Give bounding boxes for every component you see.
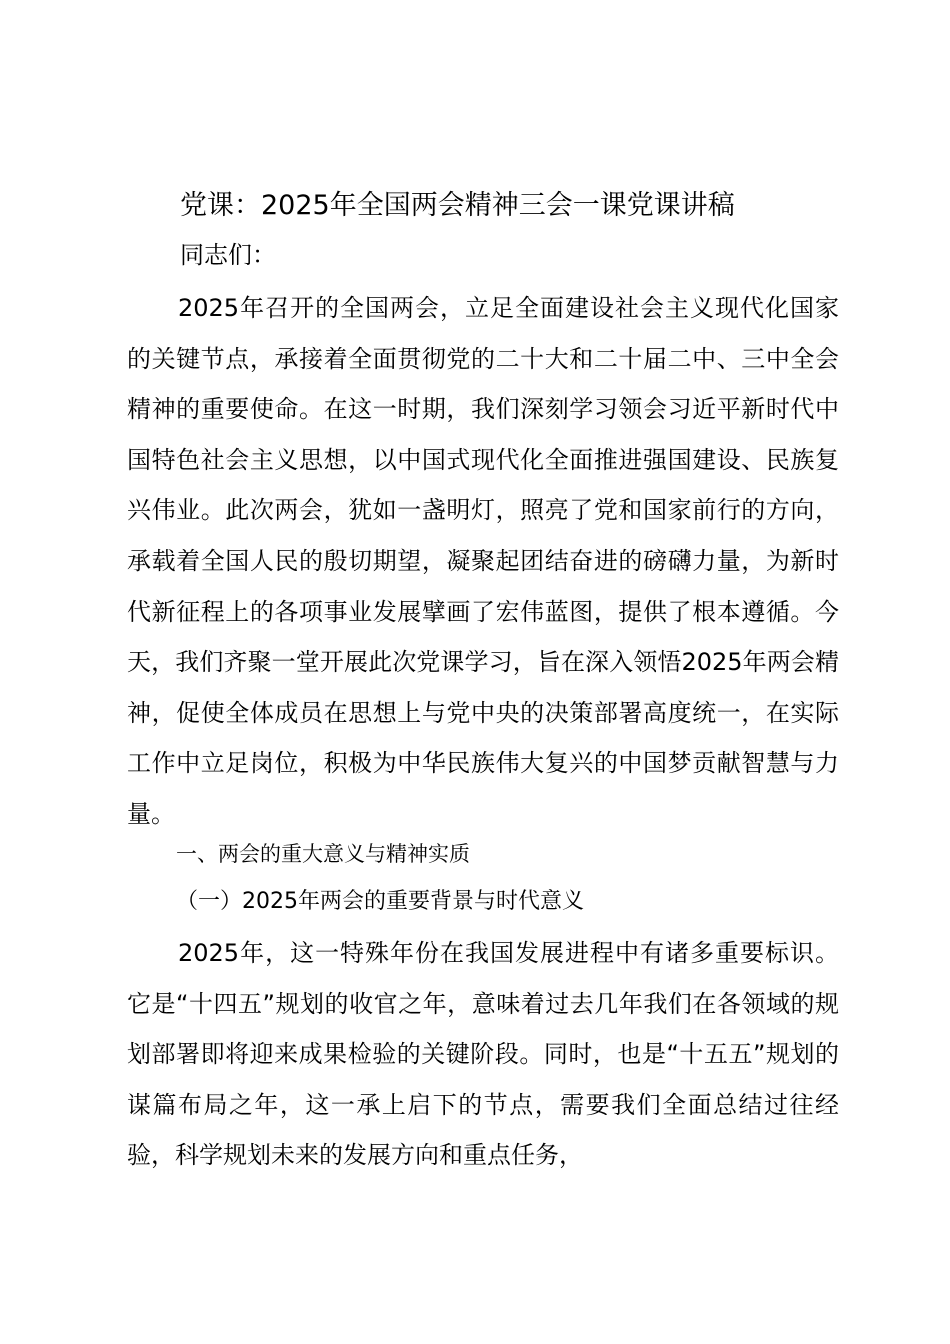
body-paragraph: 2025年召开的全国两会，立足全面建设社会主义现代化国家的关键节点，承接着全面贯彻党的二十大和二十届二中、三中全会精神的重要使命。在这一时期，我们深刻学习领会习近平新时代中国特色社会主义思想，以中国式现代化全面推进强国建设、民族复兴伟业。此次两会，犹如一盏明灯，照亮了党和国家前行的方向，承载着全国人民的殷切期望，凝聚起团结奋进的磅礴力量，为新时代新征程上的各项事业发展擘画了宏伟蓝图，提供了根本遵循。今天，我们齐聚一堂开展此次党课学习，旨在深入领悟2025年两会精神，促使全体成员在思想上与党中央的决策部署高度统一，在实际工作中立足岗位，积极为中华民族伟大复兴的中国梦贡献智慧与力量。 (127, 294, 839, 828)
subsection-heading: （一）2025年两会的重要背景与时代意义 (176, 889, 584, 914)
greeting: 同志们： (180, 241, 276, 269)
document-title: 党课：2025年全国两会精神三会一课党课讲稿 (180, 190, 735, 221)
body-paragraph: 2025年，这一特殊年份在我国发展进程中有诸多重要标识。它是“十四五”规划的收官之年，意味着过去几年我们在各领域的规划部署即将迎来成果检验的关键阶段。同时，也是“十五五”规划的谋篇布局之年，这一承上启下的节点，需要我们全面总结过往经验，科学规划未来的发展方向和重点任务， (127, 939, 839, 1170)
section-heading: 一、两会的重大意义与精神实质 (176, 842, 470, 866)
